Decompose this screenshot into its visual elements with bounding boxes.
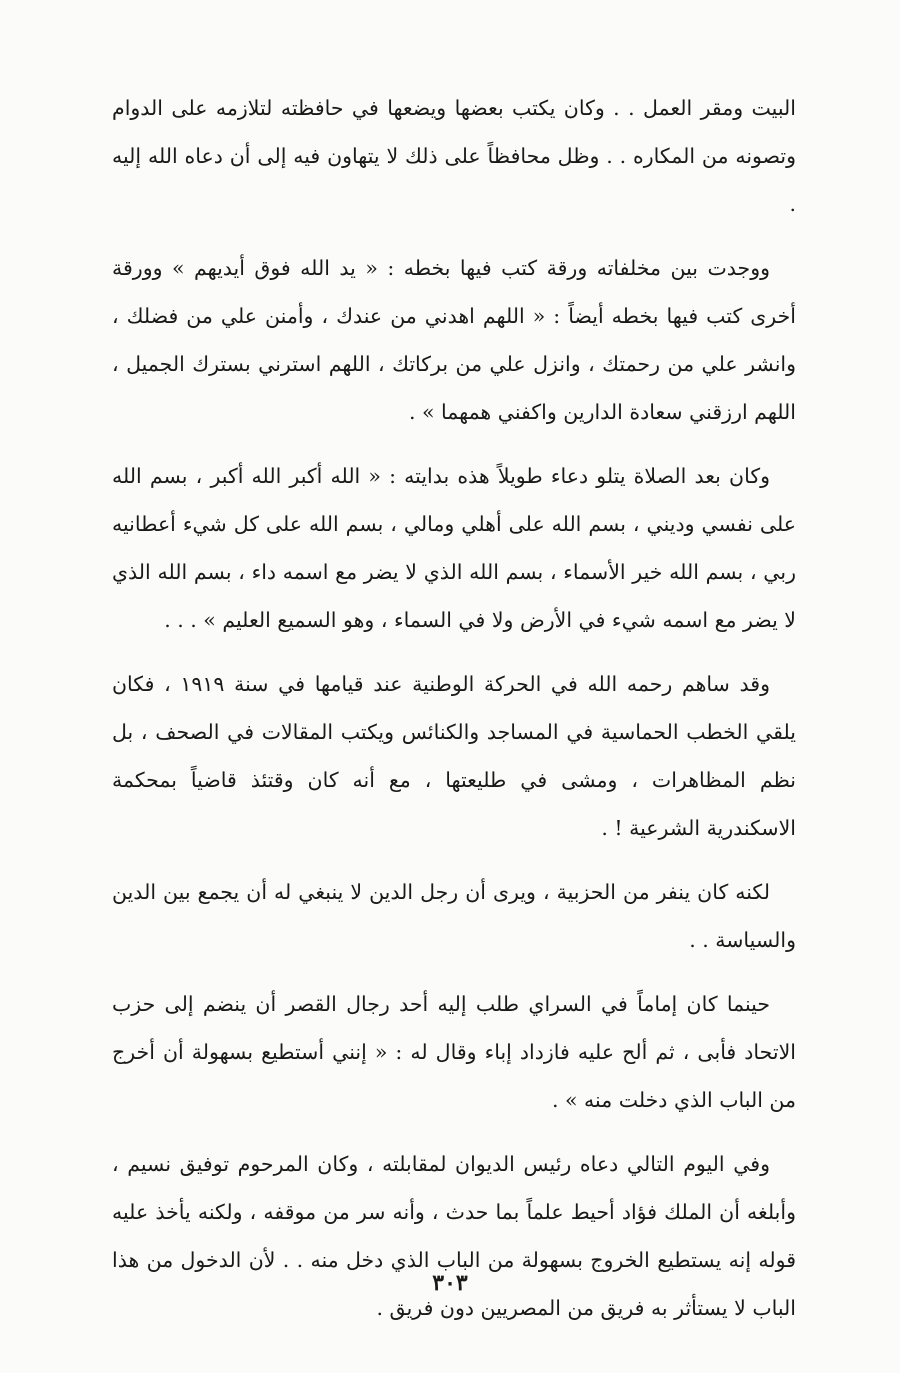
paragraph-7: وفي اليوم التالي دعاه رئيس الديوان لمقابلته ، وكان المرحوم توفيق نسيم ، وأبلغه أن الملك فؤاد أحيط علماً بما حدث ، وأنه سر من موقفه ، ولكنه يأخذ عليه قوله إنه يستطيع الخروج بسهولة من الباب الذي دخل منه . . لأن الدخول من هذا الباب لا يستأثر به فريق من المصريين دون فريق . — [112, 1152, 796, 1320]
paragraph-3: وكان بعد الصلاة يتلو دعاء طويلاً هذه بدايته : « الله أكبر الله أكبر ، بسم الله على نفسي وديني ، بسم الله على أهلي ومالي ، بسم الله على كل شيء أعطانيه ربي ، بسم الله خير الأسماء ، بسم الله الذي لا يضر مع اسمه داء ، بسم الله الذي لا يضر مع اسمه شيء في الأرض ولا في السماء ، وهو السميع العليم » . . . — [112, 464, 796, 632]
paragraph-2: ووجدت بين مخلفاته ورقة كتب فيها بخطه : « يد الله فوق أيديهم » وورقة أخرى كتب فيها بخطه أيضاً : « اللهم اهدني من عندك ، وأمنن علي من فضلك ، وانشر علي من رحمتك ، وانزل علي من بركاتك ، اللهم استرني بسترك الجميل ، اللهم ارزقني سعادة الدارين واكفني همهما » . — [112, 256, 796, 424]
paragraph-5: لكنه كان ينفر من الحزبية ، ويرى أن رجل الدين لا ينبغي له أن يجمع بين الدين والسياسة . . — [112, 880, 796, 952]
page-number: ٣٠٣ — [432, 1270, 468, 1296]
paragraph-6: حينما كان إماماً في السراي طلب إليه أحد رجال القصر أن ينضم إلى حزب الاتحاد فأبى ، ثم ألح عليه فازداد إباء وقال له : « إنني أستطيع بسهولة أن أخرج من الباب الذي دخلت منه » . — [112, 992, 796, 1112]
paragraph-4: وقد ساهم رحمه الله في الحركة الوطنية عند قيامها في سنة ١٩١٩ ، فكان يلقي الخطب الحماسية في المساجد والكنائس ويكتب المقالات في الصحف ، بل نظم المظاهرات ، ومشى في طليعتها ، مع أنه كان وقتئذ قاضياً بمحكمة الاسكندرية الشرعية ! . — [112, 672, 796, 840]
page-body — [112, 84, 796, 1348]
paragraph-1: البيت ومقر العمل . . وكان يكتب بعضها ويضعها في حافظته لتلازمه على الدوام وتصونه من المكاره . . وظل محافظاً على ذلك لا يتهاون فيه إلى أن دعاه الله إليه . — [112, 96, 796, 216]
